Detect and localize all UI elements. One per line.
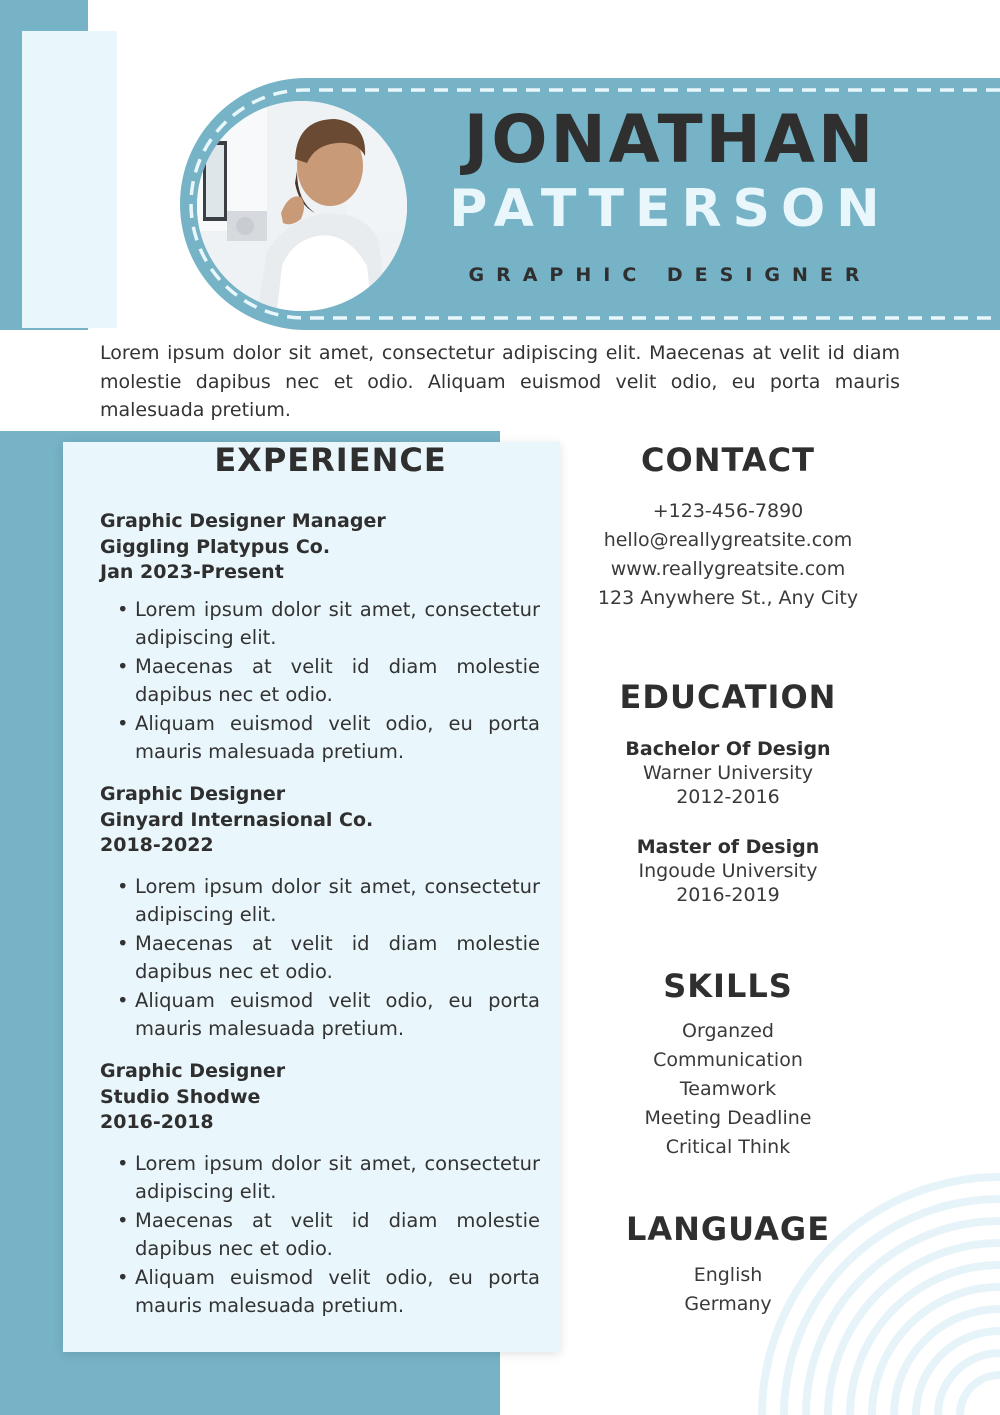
skill-item: Meeting Deadline: [644, 1107, 812, 1129]
education-school: Warner University: [642, 762, 814, 784]
education-years: 2016-2019: [676, 884, 780, 906]
education-degree: Master of Design: [636, 836, 820, 858]
job-bullet-list: [100, 1150, 540, 1321]
education-years: 2012-2016: [676, 786, 780, 808]
job-bullet-list: [100, 596, 540, 767]
contact-block: [568, 497, 888, 613]
job-bullet: • Lorem ipsum dolor sit amet, consectetur adipiscing elit.: [135, 596, 540, 653]
job-bullet: • Maecenas at velit id diam molestie dapibus nec et odio.: [135, 1207, 540, 1264]
skills-list: [568, 1017, 888, 1162]
job-role: Graphic Designer Manager: [100, 510, 386, 532]
job-period: Jan 2023-Present: [100, 561, 284, 583]
last-name: PATTERSON: [449, 179, 891, 239]
job-period: 2016-2018: [100, 1111, 214, 1133]
contact-website: www.reallygreatsite.com: [610, 558, 846, 580]
contact-address: 123 Anywhere St., Any City: [597, 587, 859, 609]
education-school: Ingoude University: [638, 860, 818, 882]
language-list: [568, 1261, 888, 1319]
education-item: [568, 737, 888, 809]
skill-item: Critical Think: [665, 1136, 791, 1158]
job-bullet: • Aliquam euismod velit odio, eu porta mauris malesuada pretium.: [135, 987, 540, 1044]
job-role: Graphic Designer: [100, 1060, 286, 1082]
job-bullet-list: [100, 873, 540, 1044]
skill-item: Communication: [653, 1049, 803, 1071]
job-bullet: • Lorem ipsum dolor sit amet, consectetur adipiscing elit.: [135, 873, 540, 930]
job-company: Ginyard Internasional Co.: [100, 808, 374, 831]
contact-heading: CONTACT: [641, 441, 815, 479]
job-company: Giggling Platypus Co.: [100, 535, 331, 558]
contact-phone: +123-456-7890: [652, 500, 804, 522]
skill-item: Organzed: [682, 1020, 774, 1042]
skills-heading: SKILLS: [663, 967, 793, 1005]
job-title: GRAPHIC DESIGNER: [468, 264, 872, 286]
experience-item: [100, 782, 540, 1044]
experience-item: [100, 509, 540, 767]
language-item: Germany: [684, 1293, 772, 1315]
experience-item: [100, 1059, 540, 1321]
contact-email: hello@reallygreatsite.com: [603, 529, 853, 551]
education-heading: EDUCATION: [619, 678, 837, 716]
job-company: Studio Shodwe: [100, 1085, 261, 1108]
job-bullet: • Lorem ipsum dolor sit amet, consectetur adipiscing elit.: [135, 1150, 540, 1207]
job-role: Graphic Designer: [100, 783, 286, 805]
language-heading: LANGUAGE: [625, 1210, 831, 1248]
intro-paragraph: Lorem ipsum dolor sit amet, consectetur adipiscing elit. Maecenas at velit id diam molestie dapibus nec et odio. Aliquam euismod velit odio, eu porta mauris malesuada pretium.: [100, 342, 900, 421]
job-bullet: • Maecenas at velit id diam molestie dapibus nec et odio.: [135, 930, 540, 987]
education-degree: Bachelor Of Design: [625, 738, 831, 760]
skill-item: Teamwork: [679, 1078, 777, 1100]
job-period: 2018-2022: [100, 834, 214, 856]
profile-photo: [197, 101, 407, 311]
language-item: English: [693, 1264, 763, 1286]
education-item: [568, 835, 888, 907]
first-name: JONATHAN: [463, 101, 877, 178]
job-bullet: • Maecenas at velit id diam molestie dapibus nec et odio.: [135, 653, 540, 710]
job-bullet: • Aliquam euismod velit odio, eu porta mauris malesuada pretium.: [135, 710, 540, 767]
experience-heading: EXPERIENCE: [214, 441, 447, 479]
job-bullet: • Aliquam euismod velit odio, eu porta mauris malesuada pretium.: [135, 1264, 540, 1321]
